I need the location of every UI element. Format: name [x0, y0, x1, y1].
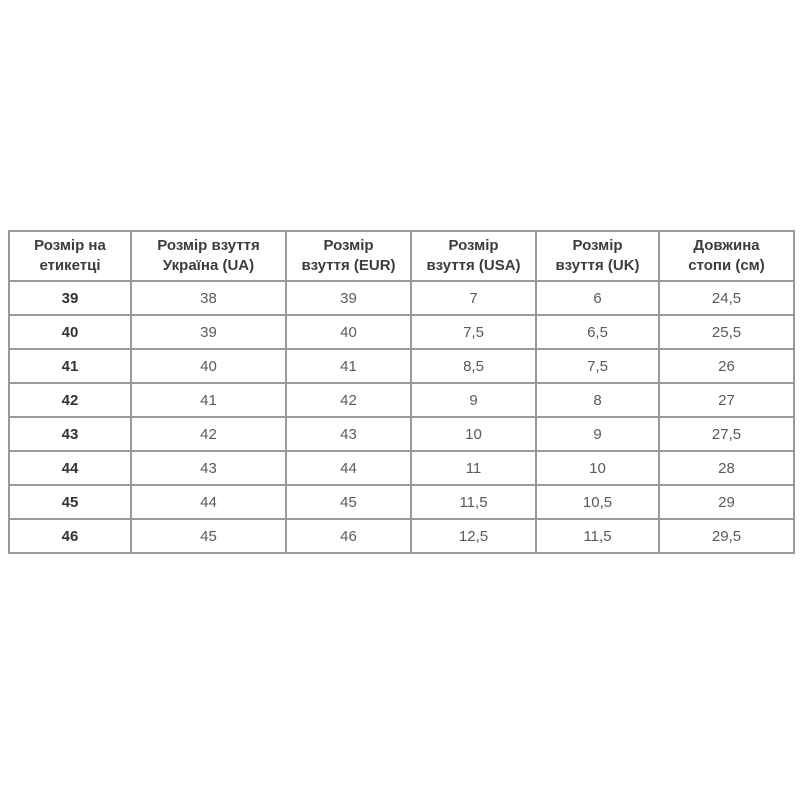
cell-eur-size: 44	[286, 451, 411, 485]
header-row	[9, 231, 794, 281]
header-usa-size	[411, 231, 536, 281]
cell-uk-size: 8	[536, 383, 659, 417]
cell-label-size: 45	[9, 485, 131, 519]
cell-usa-size: 9	[411, 383, 536, 417]
header-line: Розмір взуття	[157, 236, 260, 254]
cell-label-size: 40	[9, 315, 131, 349]
cell-ua-size: 39	[131, 315, 286, 349]
header-line: Довжина	[693, 236, 760, 254]
header-uk-size	[536, 231, 659, 281]
table-row	[9, 417, 794, 451]
cell-uk-size: 6	[536, 281, 659, 315]
table-row	[9, 451, 794, 485]
header-line: взуття (EUR)	[301, 257, 396, 274]
header-line: Україна (UA)	[162, 257, 255, 274]
cell-foot-length: 29,5	[659, 519, 794, 553]
cell-usa-size: 12,5	[411, 519, 536, 553]
cell-label-size: 42	[9, 383, 131, 417]
cell-usa-size: 7	[411, 281, 536, 315]
cell-label-size: 41	[9, 349, 131, 383]
cell-eur-size: 45	[286, 485, 411, 519]
cell-foot-length: 24,5	[659, 281, 794, 315]
cell-usa-size: 8,5	[411, 349, 536, 383]
header-line: Розмір	[323, 236, 374, 254]
table-row	[9, 315, 794, 349]
cell-usa-size: 11	[411, 451, 536, 485]
cell-ua-size: 45	[131, 519, 286, 553]
table-row	[9, 349, 794, 383]
header-line: Розмір на	[34, 236, 106, 254]
header-line: Розмір	[448, 236, 499, 254]
cell-eur-size: 41	[286, 349, 411, 383]
shoe-size-chart-table	[8, 230, 795, 554]
table-row	[9, 281, 794, 315]
header-ua-size	[131, 231, 286, 281]
table-row	[9, 383, 794, 417]
cell-foot-length: 29	[659, 485, 794, 519]
cell-ua-size: 43	[131, 451, 286, 485]
cell-uk-size: 6,5	[536, 315, 659, 349]
header-eur-size	[286, 231, 411, 281]
cell-uk-size: 7,5	[536, 349, 659, 383]
cell-foot-length: 25,5	[659, 315, 794, 349]
cell-foot-length: 27,5	[659, 417, 794, 451]
cell-label-size: 46	[9, 519, 131, 553]
cell-eur-size: 39	[286, 281, 411, 315]
cell-uk-size: 10	[536, 451, 659, 485]
cell-eur-size: 43	[286, 417, 411, 451]
cell-usa-size: 10	[411, 417, 536, 451]
cell-eur-size: 46	[286, 519, 411, 553]
header-line: етикетці	[39, 257, 101, 274]
header-line: взуття (USA)	[426, 257, 521, 274]
header-foot-length	[659, 231, 794, 281]
cell-usa-size: 7,5	[411, 315, 536, 349]
cell-ua-size: 44	[131, 485, 286, 519]
cell-ua-size: 40	[131, 349, 286, 383]
cell-label-size: 43	[9, 417, 131, 451]
header-label-size	[9, 231, 131, 281]
cell-eur-size: 40	[286, 315, 411, 349]
cell-eur-size: 42	[286, 383, 411, 417]
header-line: Розмір	[572, 236, 623, 254]
cell-ua-size: 41	[131, 383, 286, 417]
cell-label-size: 44	[9, 451, 131, 485]
cell-usa-size: 11,5	[411, 485, 536, 519]
header-line: взуття (UK)	[555, 257, 640, 274]
cell-uk-size: 11,5	[536, 519, 659, 553]
table-row	[9, 485, 794, 519]
header-line: стопи (см)	[688, 257, 765, 274]
cell-label-size: 39	[9, 281, 131, 315]
table-row	[9, 519, 794, 553]
cell-uk-size: 10,5	[536, 485, 659, 519]
cell-foot-length: 27	[659, 383, 794, 417]
cell-ua-size: 42	[131, 417, 286, 451]
cell-uk-size: 9	[536, 417, 659, 451]
cell-foot-length: 26	[659, 349, 794, 383]
cell-ua-size: 38	[131, 281, 286, 315]
cell-foot-length: 28	[659, 451, 794, 485]
